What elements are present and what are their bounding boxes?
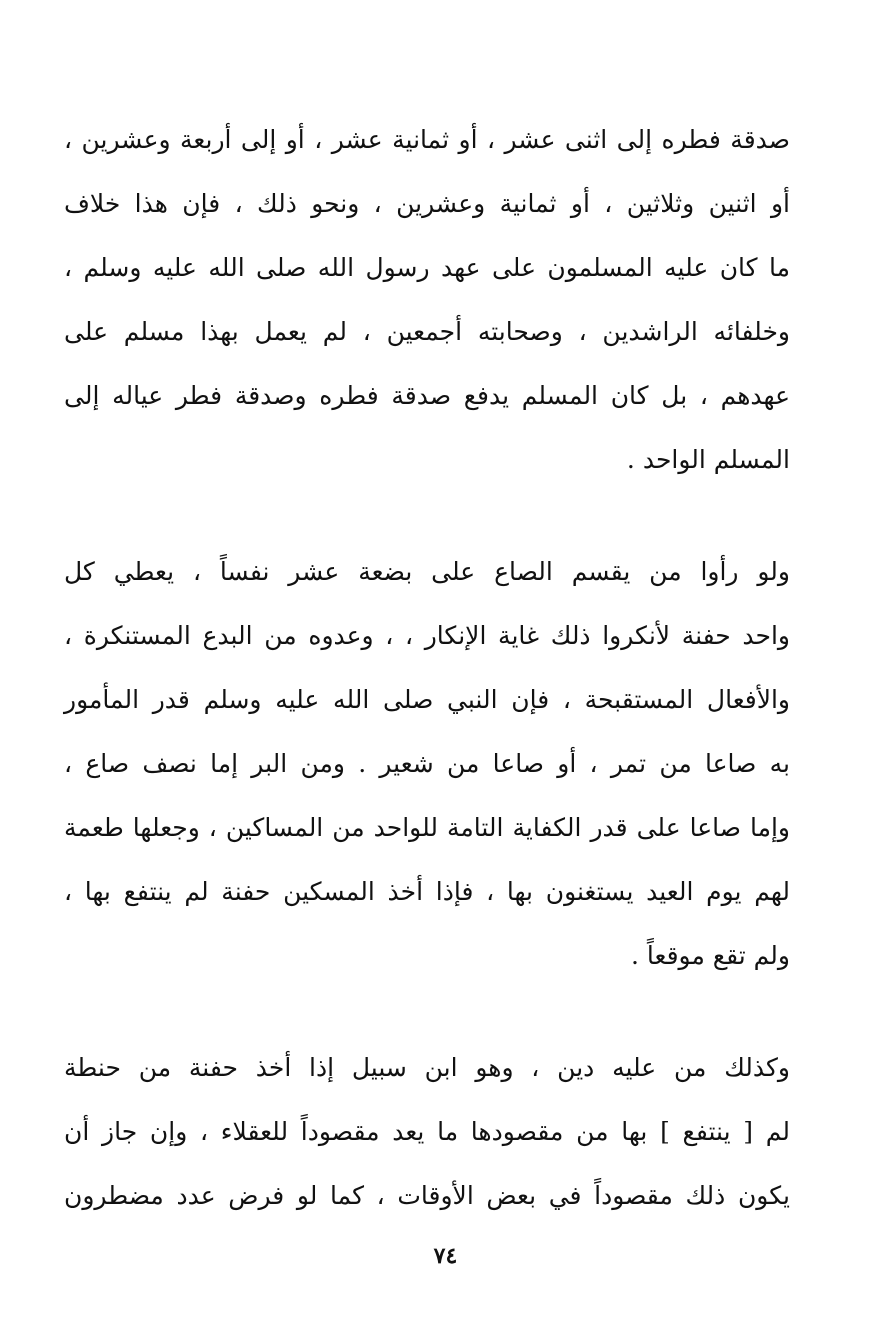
text-line: لهم يوم العيد يستغنون بها ، فإذا أخذ المسكين حفنة لم ينتفع بها ، — [64, 877, 790, 906]
text-line: ما كان عليه المسلمون على عهد رسول الله صلى الله عليه وسلم ، — [64, 253, 790, 282]
page-number: ٧٤ — [433, 1243, 458, 1269]
text-line: أو اثنين وثلاثين ، أو ثمانية وعشرين ، ونحو ذلك ، فإن هذا خلاف — [64, 189, 790, 218]
paragraph-3 — [64, 1036, 790, 1228]
text-line: وخلفائه الراشدين ، وصحابته أجمعين ، لم يعمل بهذا مسلم على — [64, 317, 790, 346]
text-line: به صاعا من تمر ، أو صاعا من شعير . ومن البر إما نصف صاع ، — [64, 749, 790, 778]
text-line: لم [ ينتفع ] بها من مقصودها ما يعد مقصوداً للعقلاء ، وإن جاز أن — [64, 1117, 790, 1146]
paragraph-2 — [64, 540, 790, 988]
paragraph-1 — [64, 108, 790, 492]
text-line: يكون ذلك مقصوداً في بعض الأوقات ، كما لو فرض عدد مضطرون — [64, 1181, 790, 1210]
text-line: صدقة فطره إلى اثنى عشر ، أو ثمانية عشر ، أو إلى أربعة وعشرين ، — [64, 125, 790, 154]
text-line: وكذلك من عليه دين ، وهو ابن سبيل إذا أخذ حفنة من حنطة — [64, 1053, 790, 1082]
text-line: عهدهم ، بل كان المسلم يدفع صدقة فطره وصدقة فطر عياله إلى — [64, 381, 790, 410]
text-line: ولو رأوا من يقسم الصاع على بضعة عشر نفساً ، يعطي كل — [64, 557, 790, 586]
text-line: المسلم الواحد . — [626, 445, 790, 474]
text-line: والأفعال المستقبحة ، فإن النبي صلى الله عليه وسلم قدر المأمور — [64, 685, 790, 714]
text-line: وإما صاعا على قدر الكفاية التامة للواحد من المساكين ، وجعلها طعمة — [64, 813, 790, 842]
text-line: ولم تقع موقعاً . — [631, 941, 790, 970]
text-line: واحد حفنة لأنكروا ذلك غاية الإنكار ، ، وعدوه من البدع المستنكرة ، — [64, 621, 790, 650]
